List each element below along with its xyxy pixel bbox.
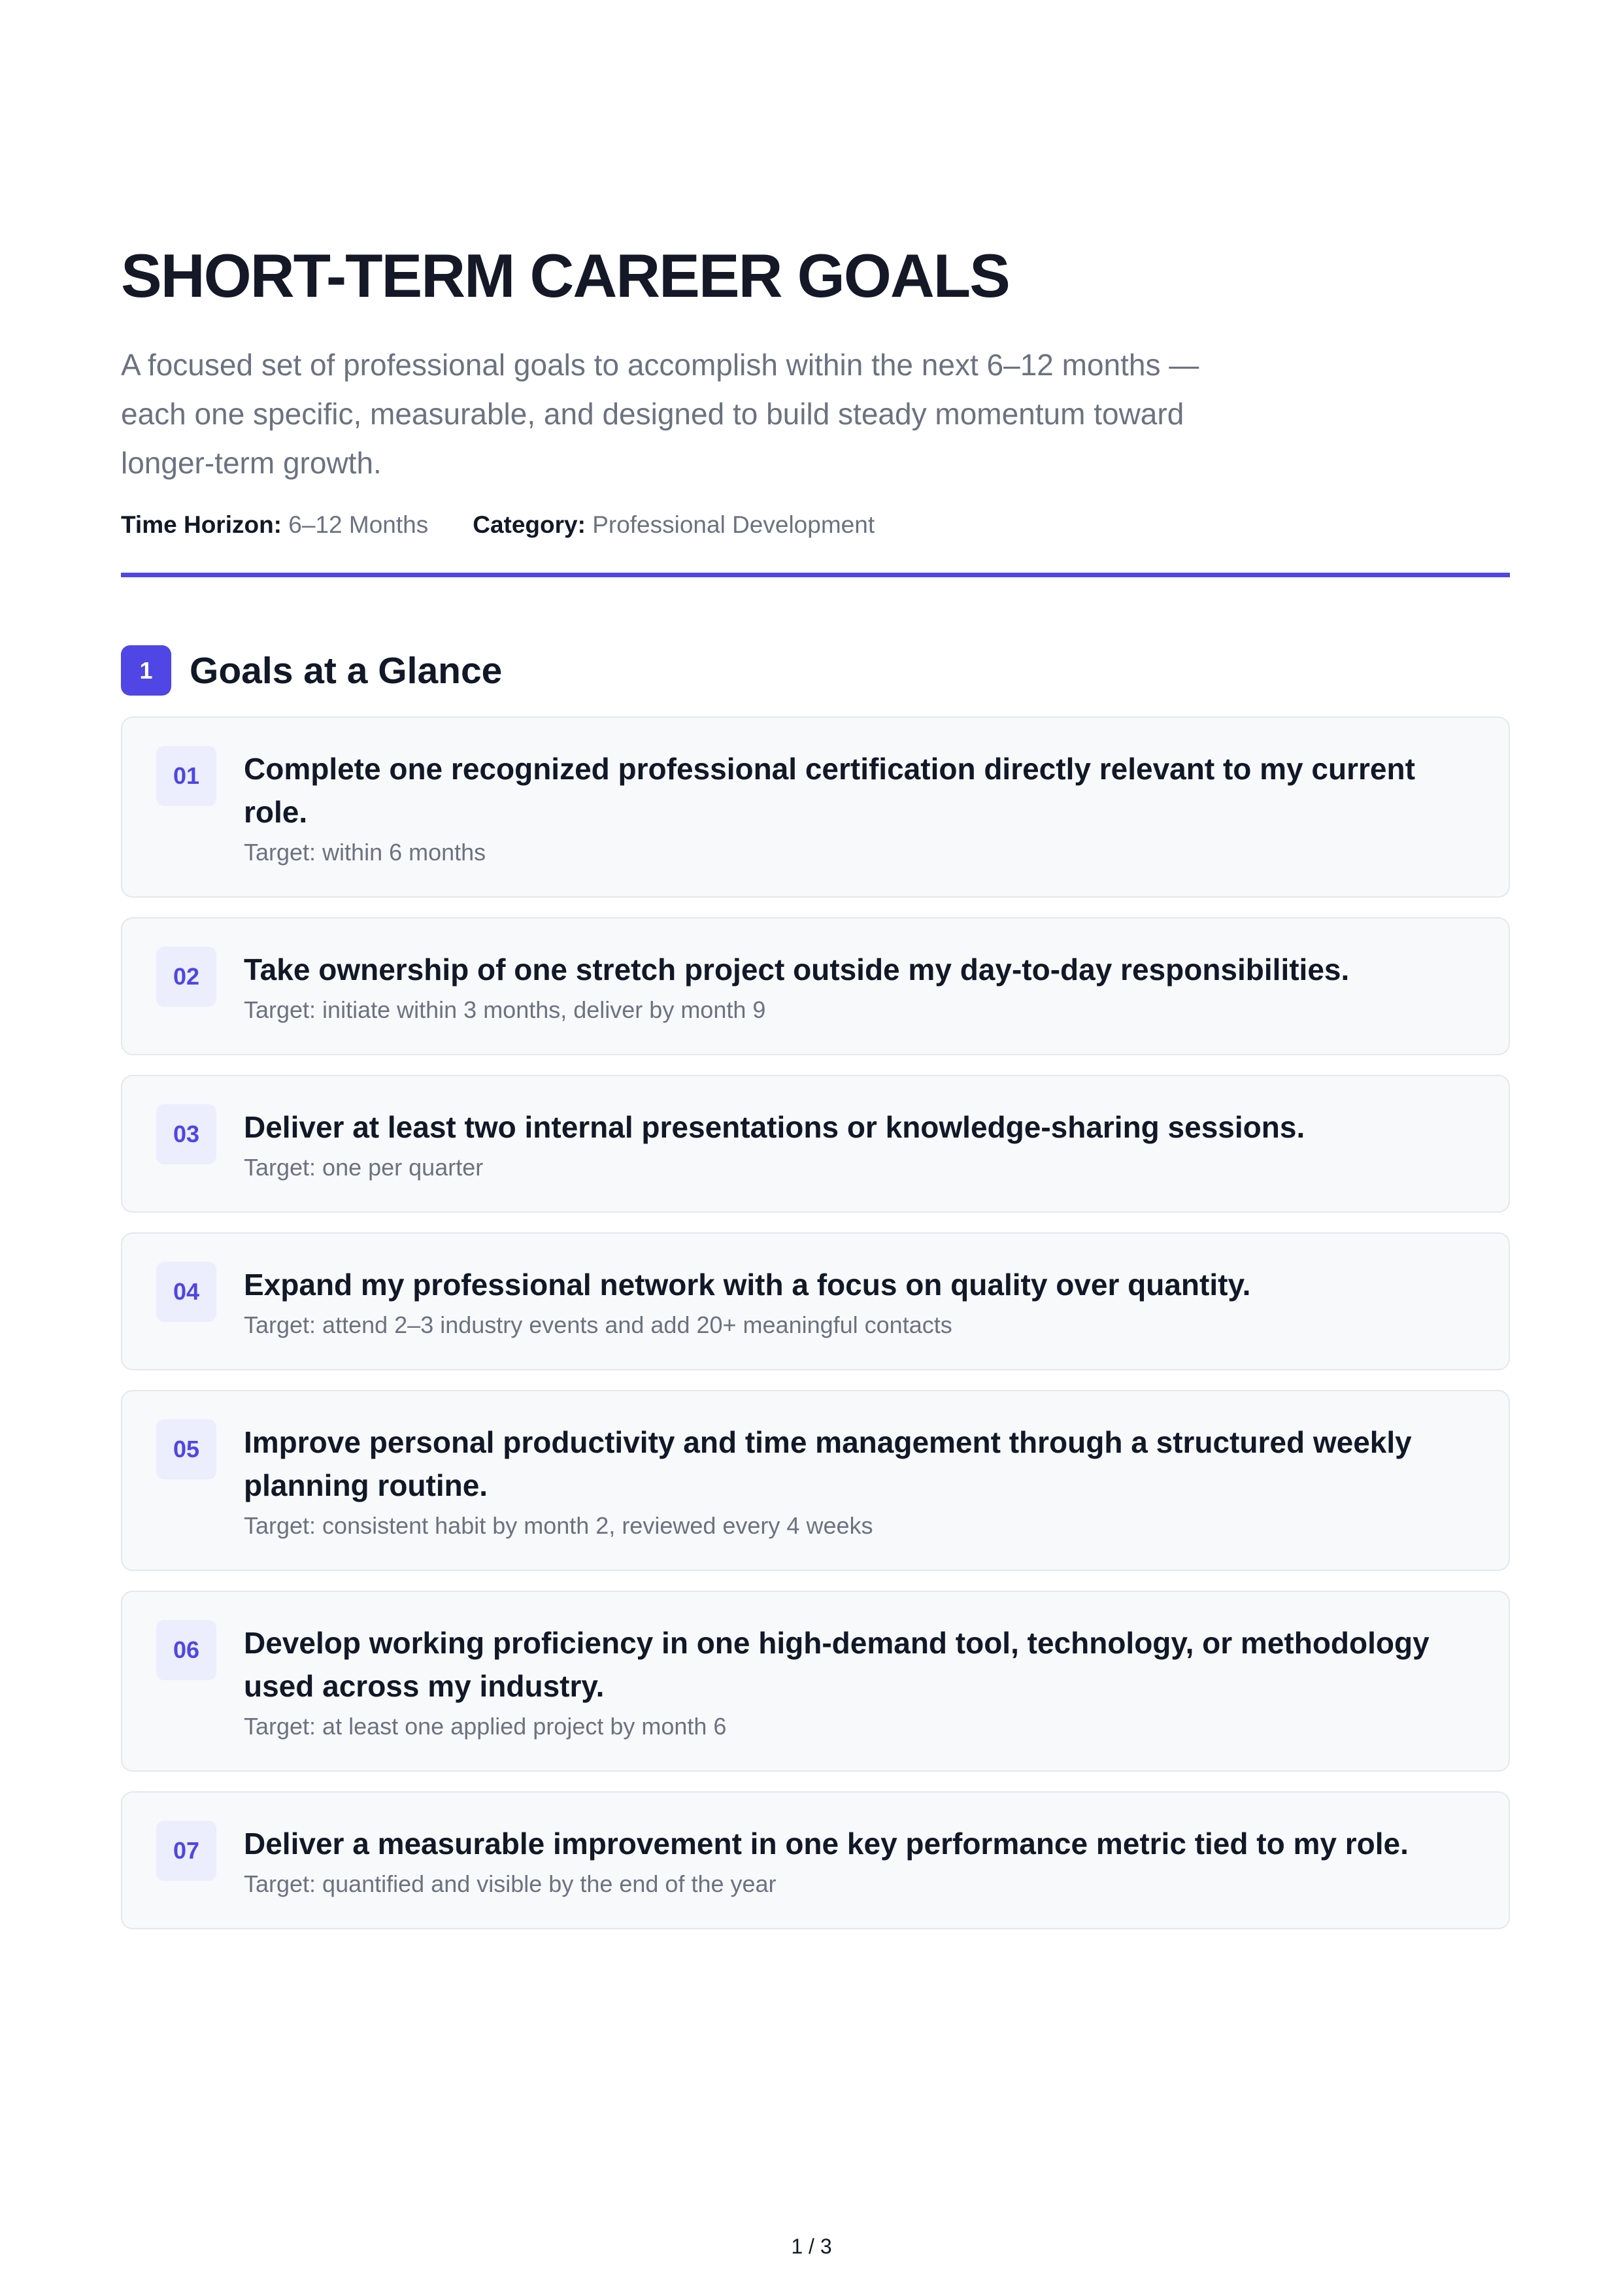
goal-body bbox=[244, 747, 1475, 869]
category-value: Professional Development bbox=[592, 511, 875, 539]
goal-card bbox=[121, 917, 1510, 1055]
time-horizon-value: 6–12 Months bbox=[288, 511, 429, 539]
goal-body bbox=[244, 1106, 1475, 1184]
section-title: Goals at a Glance bbox=[190, 649, 503, 692]
document-page bbox=[121, 242, 1510, 1929]
goal-card bbox=[121, 1591, 1510, 1772]
goal-number-badge: 02 bbox=[156, 947, 216, 1007]
page-title: SHORT-TERM CAREER GOALS bbox=[121, 241, 1009, 310]
goal-card bbox=[121, 1075, 1510, 1213]
goal-target: Target: at least one applied project by month 6 bbox=[244, 1713, 727, 1740]
goal-text: Expand my professional network with a focus on quality over quantity. bbox=[244, 1268, 1251, 1302]
goal-text: Deliver a measurable improvement in one key performance metric tied to my role. bbox=[244, 1827, 1409, 1861]
meta-row bbox=[121, 511, 1510, 539]
goal-number-badge: 06 bbox=[156, 1620, 216, 1680]
goal-card bbox=[121, 717, 1510, 898]
goal-number-badge: 05 bbox=[156, 1419, 216, 1479]
goal-text: Deliver at least two internal presentations or knowledge-sharing sessions. bbox=[244, 1110, 1305, 1145]
goal-text: Improve personal productivity and time management through a structured weekly planning routine. bbox=[244, 1425, 1412, 1503]
section-number-badge: 1 bbox=[121, 645, 171, 696]
section-header bbox=[121, 645, 1510, 696]
goal-target: Target: within 6 months bbox=[244, 839, 486, 866]
goal-number-badge: 04 bbox=[156, 1262, 216, 1322]
goal-body bbox=[244, 1621, 1475, 1743]
goal-body bbox=[244, 1822, 1475, 1900]
page-number: 1 / 3 bbox=[791, 2235, 832, 2258]
goal-target: Target: one per quarter bbox=[244, 1154, 484, 1181]
header-divider bbox=[121, 573, 1510, 577]
goal-target: Target: consistent habit by month 2, reviewed every 4 weeks bbox=[244, 1512, 873, 1540]
category bbox=[473, 511, 875, 539]
goal-target: Target: attend 2–3 industry events and add 20+ meaningful contacts bbox=[244, 1311, 952, 1339]
goal-card bbox=[121, 1232, 1510, 1370]
goal-card bbox=[121, 1390, 1510, 1571]
goal-body bbox=[244, 1421, 1475, 1542]
category-label: Category: bbox=[473, 511, 586, 539]
goal-list bbox=[121, 717, 1510, 1929]
time-horizon bbox=[121, 511, 428, 539]
goal-body bbox=[244, 948, 1475, 1026]
goal-number-badge: 01 bbox=[156, 746, 216, 806]
goal-card bbox=[121, 1791, 1510, 1929]
goal-body bbox=[244, 1263, 1475, 1342]
goal-number-badge: 07 bbox=[156, 1821, 216, 1881]
goal-number-badge: 03 bbox=[156, 1104, 216, 1164]
time-horizon-label: Time Horizon: bbox=[121, 511, 282, 539]
goal-target: Target: quantified and visible by the end of the year bbox=[244, 1870, 777, 1898]
goal-target: Target: initiate within 3 months, deliver by month 9 bbox=[244, 996, 766, 1024]
goal-text: Take ownership of one stretch project outside my day-to-day responsibilities. bbox=[244, 953, 1350, 987]
goal-text: Develop working proficiency in one high-demand tool, technology, or methodology used across my industry. bbox=[244, 1626, 1430, 1704]
page-subtitle: A focused set of professional goals to accomplish within the next 6–12 months — each one specific, measurable, and designed to build steady momentum toward longer-term growth. bbox=[121, 348, 1199, 481]
goal-text: Complete one recognized professional certification directly relevant to my current role. bbox=[244, 752, 1415, 830]
